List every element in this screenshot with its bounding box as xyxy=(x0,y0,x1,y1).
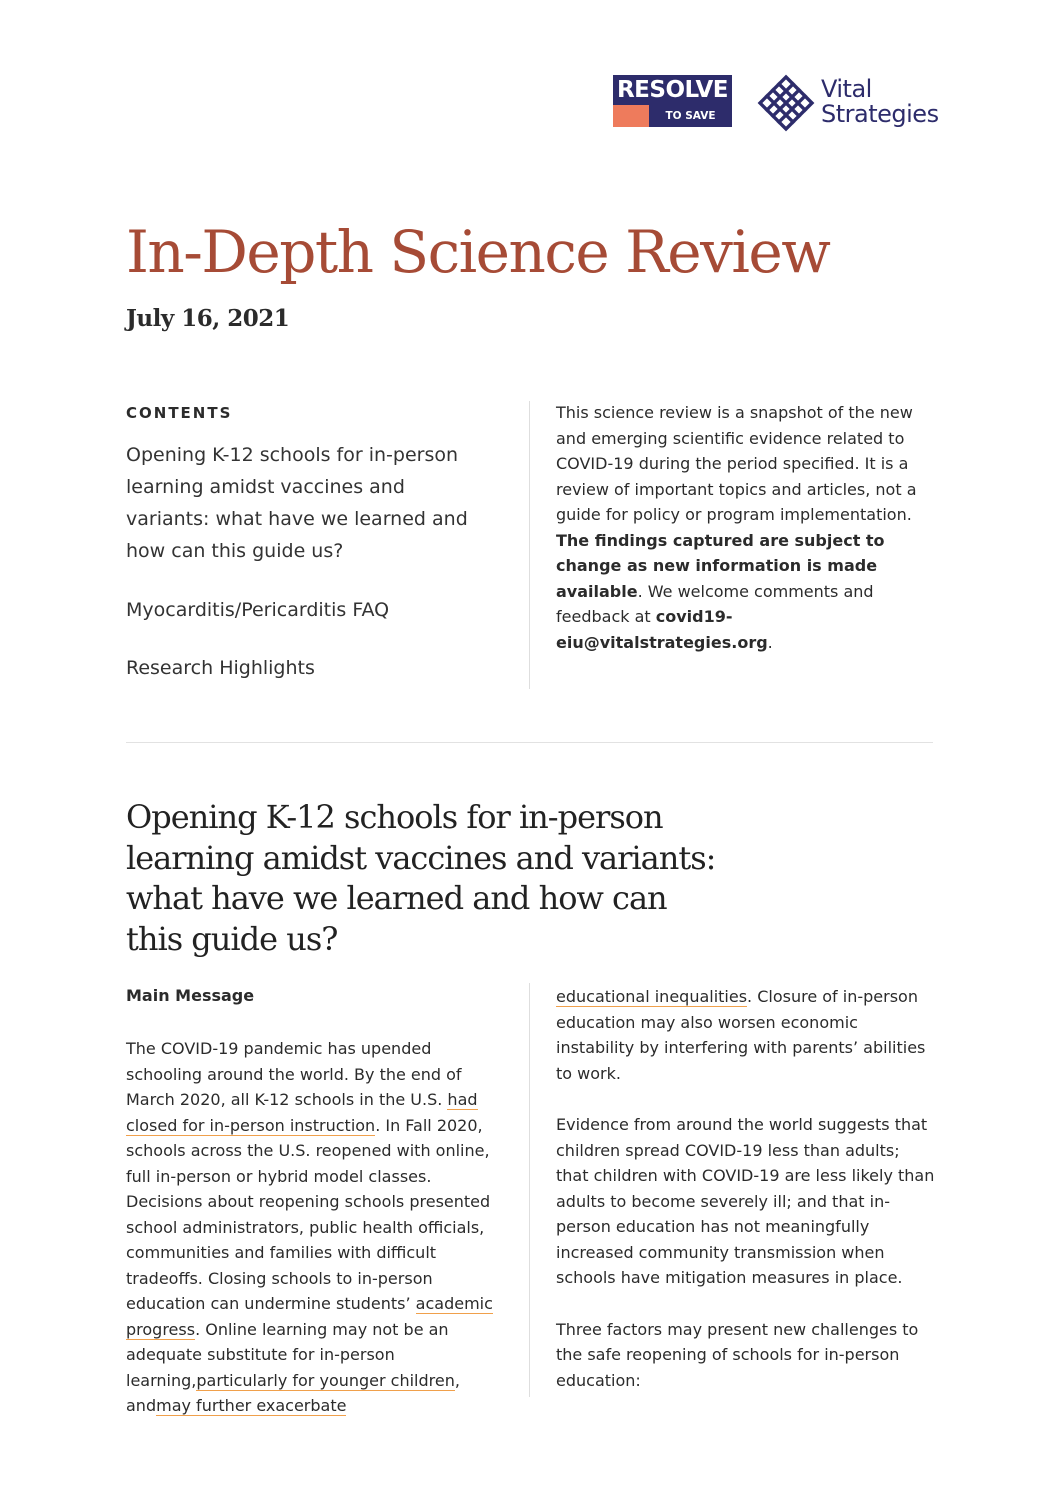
link-educational-inequalities[interactable]: educational inequalities xyxy=(556,987,748,1006)
column-divider xyxy=(529,401,530,689)
body-text-part: The COVID-19 pandemic has upended schooling around the world. By the end of March 2020, all K-12 schools in the U.S. xyxy=(126,1039,462,1109)
link-academic-progress[interactable]: academic progress xyxy=(126,1294,493,1339)
toc-item-opening-schools[interactable]: Opening K-12 schools for in-person learning amidst vaccines and variants: what have we learned and how can this guide us? xyxy=(126,444,468,562)
main-message-label: Main Message xyxy=(126,986,255,1005)
intro-text-part: . We welcome comments and feedback at xyxy=(556,581,874,626)
body-column-left xyxy=(126,1036,511,1445)
body-column-right xyxy=(556,984,936,1419)
body-text-part: , and xyxy=(126,1370,460,1415)
page-title: In-Depth Science Review xyxy=(126,218,830,286)
body-text-part: . In Fall 2020, schools across the U.S. reopened with online, full in-person or hybrid model classes. Decisions about reopening schools presented school administrators, public health officials, communities and families with difficult tradeoffs. Closing schools to in-person education can undermine students’ xyxy=(126,1115,491,1313)
body-text-part: . Online learning may not be an adequate substitute for in-person learning, xyxy=(126,1319,449,1390)
intro-disclaimer xyxy=(556,400,936,655)
body-text-part: . Closure of in-person education may also worsen economic instability by interfering with parents’ abilities to work. xyxy=(556,987,926,1083)
section-title: Opening K-12 schools for in-person learning amidst vaccines and variants: what have we learned and how can this guide us? xyxy=(126,798,716,958)
toc-item-research-highlights[interactable]: Research Highlights xyxy=(126,657,315,679)
publication-date: July 16, 2021 xyxy=(126,305,290,332)
body-paragraph: Evidence from around the world suggests that children spread COVID-19 less than adults; that children with COVID-19 are less likely than adults to become severely ill; and that in-person education has not meaningfully increased community transmission when schools have mitigation measures in place. xyxy=(556,1115,935,1287)
link-particularly-for-younger-children[interactable]: particularly for younger children xyxy=(196,1370,455,1390)
intro-bold-notice: The findings captured are subject to change as new information is made available xyxy=(556,530,885,601)
vital-strategies-mark-icon xyxy=(757,74,815,132)
column-divider xyxy=(529,983,530,1397)
contents-heading: CONTENTS xyxy=(126,404,233,422)
body-paragraph: Three factors may present new challenges to the safe reopening of schools for in-person education: xyxy=(556,1319,919,1390)
section-divider xyxy=(126,742,933,743)
body-paragraph xyxy=(556,984,936,1086)
vital-strategies-logo xyxy=(757,74,937,132)
intro-text-part: This science review is a snapshot of the new and emerging scientific evidence related to COVID-19 during the period specified. It is a review of important topics and articles, not a guide for policy or program implementation. xyxy=(556,403,917,524)
intro-text-part: . xyxy=(767,632,773,652)
vital-strategies-wordmark xyxy=(821,77,939,127)
feedback-email-link[interactable]: covid19-eiu@vitalstrategies.org xyxy=(556,607,768,652)
vital-wordmark-line2: Strategies xyxy=(821,100,939,128)
toc-item-myocarditis-faq[interactable]: Myocarditis/Pericarditis FAQ xyxy=(126,599,390,621)
link-had-closed-for-in-person-instruction[interactable]: had closed for in-person instruction xyxy=(126,1090,478,1135)
vital-wordmark-line1: Vital xyxy=(821,75,872,103)
link-may-further-exacerbate[interactable]: may further exacerbate xyxy=(156,1396,347,1415)
body-paragraph xyxy=(126,1036,511,1419)
resolve-logo-top: RESOLVE xyxy=(613,75,732,105)
resolve-logo-bottom: TO SAVE LIVES xyxy=(649,105,732,127)
resolve-logo-accent xyxy=(613,105,649,127)
resolve-to-save-lives-logo xyxy=(613,75,732,144)
